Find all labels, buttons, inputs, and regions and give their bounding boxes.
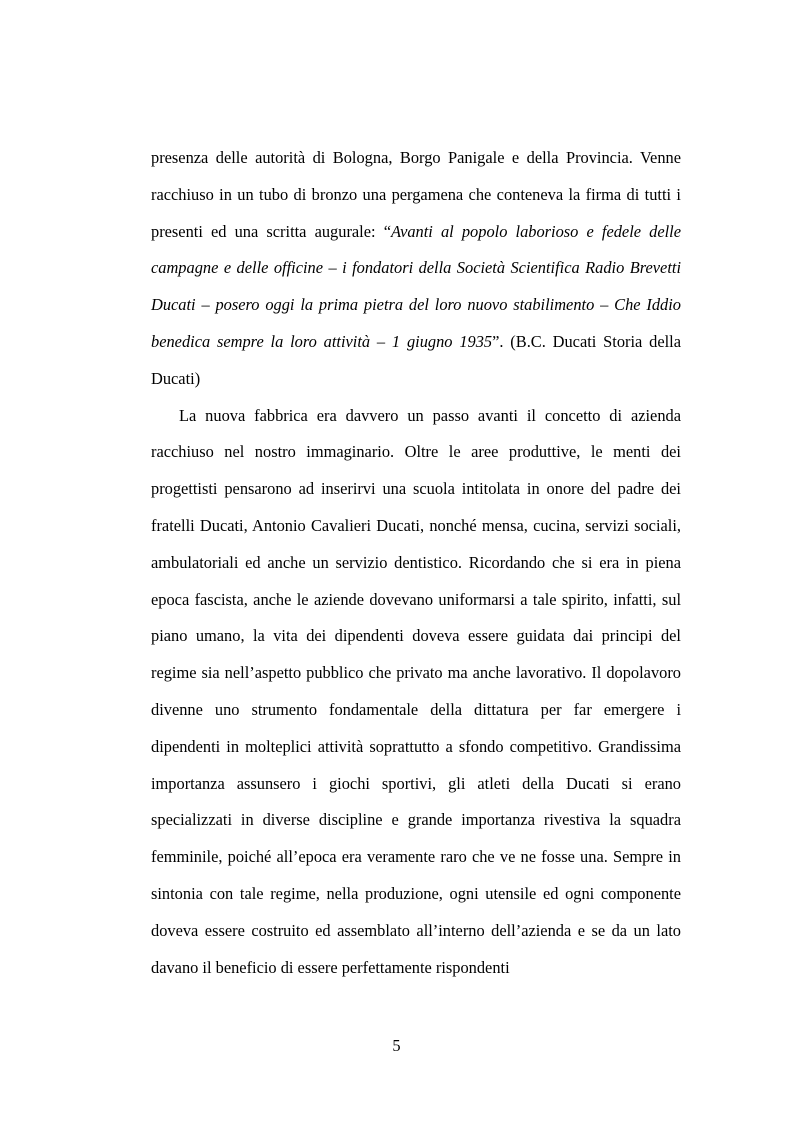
paragraph-continuation <box>151 140 681 398</box>
citation-text: ”. (B.C. Ducati Storia della Ducati) <box>151 331 681 388</box>
dedication-quote: Avanti al popolo laborioso e fedele delle campagne e delle officine – i fondatori della Società Scientifica Radio Brevetti Ducati – posero oggi la prima pietra del loro nuovo stabilimento – Che Iddio benedica sempre la loro attività – 1 giugno 1935 <box>151 221 681 351</box>
paragraph-lead-text: presenza delle autorità di Bologna, Borgo Panigale e della Provincia. Venne racchiuso in un tubo di bronzo una pergamena che conteneva la firma di tutti i presenti ed una scritta augurale: “ <box>151 148 681 241</box>
body-text <box>151 140 681 986</box>
paragraph-factory: La nuova fabbrica era davvero un passo avanti il concetto di azienda racchiuso nel nostro immaginario. Oltre le aree produttive, le menti dei progettisti pensarono ad inserirvi una scuola intitolata in onore del padre dei fratelli Ducati, Antonio Cavalieri Ducati, nonché mensa, cucina, servizi sociali, ambulatoriali ed anche un servizio dentistico. Ricordando che si era in piena epoca fascista, anche le aziende dovevano uniformarsi a tale spirito, infatti, sul piano umano, la vita dei dipendenti doveva essere guidata dai principi del regime sia nell’aspetto pubblico che privato ma anche lavorativo. Il dopolavoro divenne uno strumento fondamentale della dittatura per far emergere i dipendenti in molteplici attività soprattutto a sfondo competitivo. Grandissima importanza assunsero i giochi sportivi, gli atleti della Ducati si erano specializzati in diverse discipline e grande importanza rivestiva la squadra femminile, poiché all’epoca era veramente raro che ve ne fosse una. Sempre in sintonia con tale regime, nella produzione, ogni utensile ed ogni componente doveva essere costruito ed assemblato all’interno dell’azienda e se da un lato davano il beneficio di essere perfettamente rispondenti <box>151 405 681 977</box>
page-number: 5 <box>392 1036 401 1055</box>
